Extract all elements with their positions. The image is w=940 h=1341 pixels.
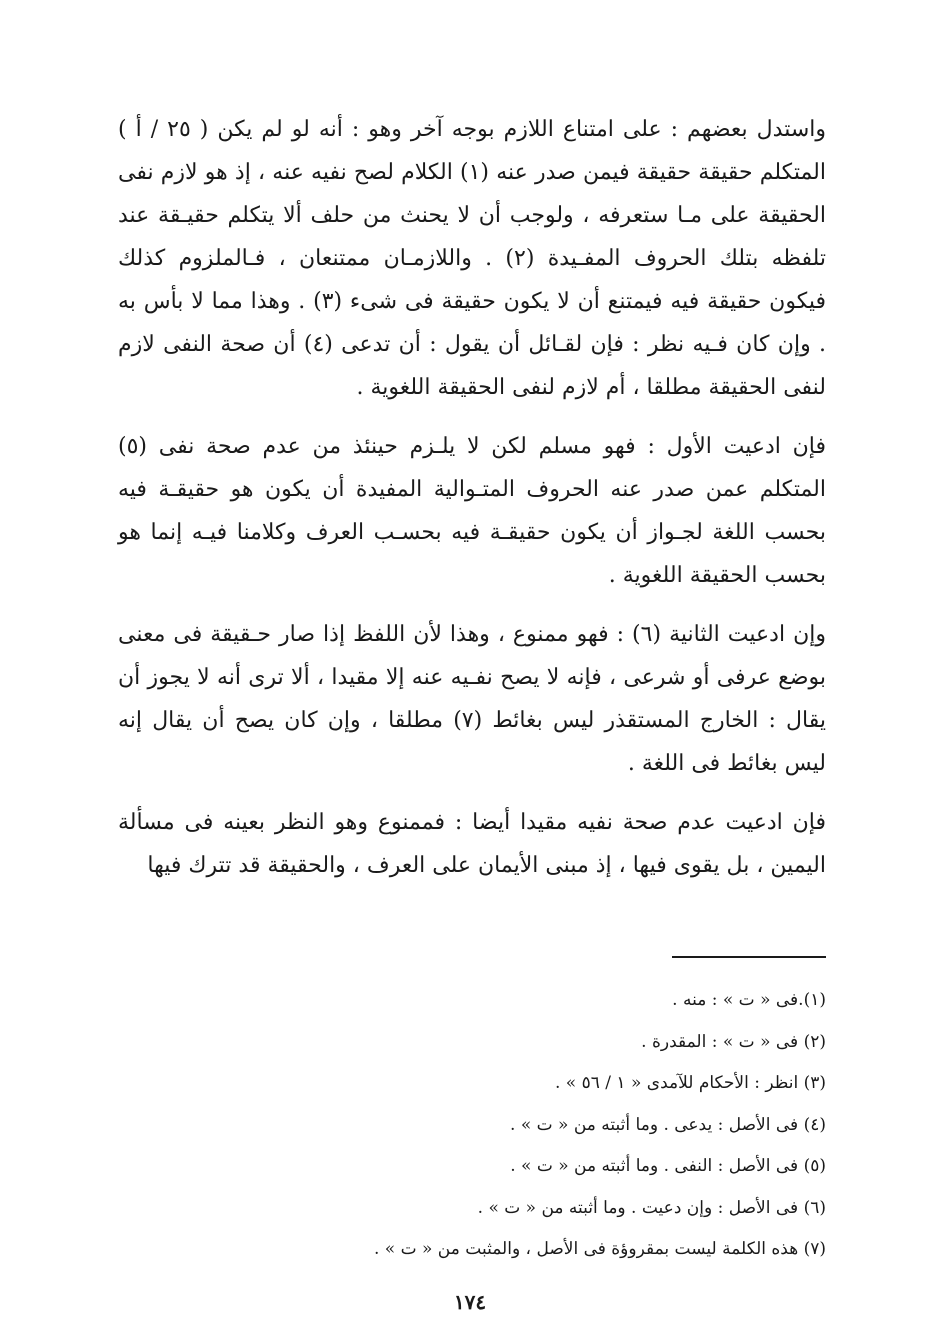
paragraph-3: وإن ادعيت الثانية (٦) : فهو ممنوع ، وهذا لأن اللفظ إذا صار حـقيقة فى معنى بوضع عرفى أو شرعى ، فإنه لا يصح نفـيه عنه إلا مقيدا ، ألا ترى أنه لا يجوز أن يقال : الخارج المستقذر ليس بغائط (٧) مطلقا ، وإن كان يصح أن يقال إنه ليس بغائط فى اللغة . [118,622,826,776]
footnote-2: (٢) فى « ت » : المقدرة . [641,1031,826,1052]
footnote-5: (٥) فى الأصل : النفى . وما أثبته من « ت » . [510,1156,826,1176]
main-text [118,108,826,903]
paragraph-1: واستدل بعضهم : على امتناع اللازم بوجه آخر وهو : أنه لو لم يكن ( ٢٥ / أ ) المتكلم حقيقة حقيقة فيمن صدر عنه (١) الكلام لصح نفيه عنه ، إذ هو لازم نفى الحقيقة على مـا ستعرفه ، ولوجب أن لا يحنث من حلف ألا يتكلم حقيـقة عند تلفظه بتلك الحروف المفـيدة (٢) . واللازمـان ممتنعان ، فـالملزوم كذلك فيكون حقيقة فيه فيمتنع أن لا يكون حقيقة فى شىء (٣) . وهذا مما لا بأس به . وإن كان فـيه نظر : فإن لقـائل أن يقول : أن تدعى (٤) أن صحة النفى لازم لنفى الحقيقة مطلقا ، أم لازم لنفى الحقيقة اللغوية . [118,117,827,400]
footnote-6: (٦) فى الأصل : وإن دعيت . وما أثبته من « ت » . [477,1197,826,1218]
footnote-1: (١).فى « ت » : منه . [672,990,826,1010]
footnote-separator [672,956,826,958]
footnote-4: (٤) فى الأصل : يدعى . وما أثبته من « ت » . [510,1114,826,1135]
page-number: ١٧٤ [453,1290,487,1314]
footnote-3: (٣) انظر : الأحكام للآمدى « ١ / ٥٦ » . [554,1073,826,1093]
paragraph-4: فإن ادعيت عدم صحة نفيه مقيدا أيضا : فممنوع وهو النظر بعينه فى مسألة اليمين ، بل يقوى فيها ، إذ مبنى الأيمان على العرف ، والحقيقة قد تترك فيها [118,810,826,878]
paragraph-2: فإن ادعيت الأول : فهو مسلم لكن لا يلـزم حينئذ من عدم صحة نفى (٥) المتكلم عمن صدر عنه الحروف المتـوالية المفيدة أن يكون هو حقيقـة فيه بحسب اللغة لجـواز أن يكون حقيقـة فيه بحسـب العرف وكلامنا فيـه إنما هو بحسب الحقيقة اللغوية . [118,434,826,588]
footnote-7: (٧) هذه الكلمة ليست بمقروؤة فى الأصل ، والمثبت من « ت » . [373,1239,826,1259]
footnotes [300,980,826,1271]
